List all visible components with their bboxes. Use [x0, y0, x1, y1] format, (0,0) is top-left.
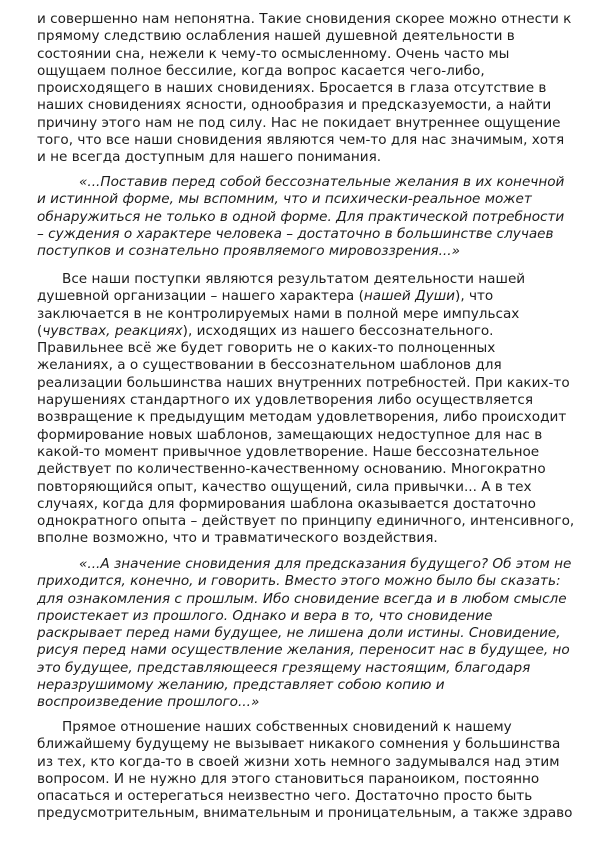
text-line: ощущаем полное бессилие, когда вопрос касается чего-либо,	[37, 62, 485, 79]
text-line: случаях, когда для формирования шаблона оказывается достаточно	[37, 495, 536, 512]
text-line: и не всегда доступным для нашего понимания.	[37, 149, 382, 166]
text-line: рисуя перед нами осуществление желания, переносит нас в будущее, но	[37, 642, 570, 659]
text-line: однократного опыта – действует по принципу единичного, интенсивного,	[37, 513, 575, 530]
text-line: опасаться и остерегаться неизвестно чего. Достаточно просто быть	[37, 788, 533, 805]
text-line: Прямое отношение наших собственных сновидений к нашему	[62, 719, 512, 735]
text-line: «...Поставив перед собой бессознательные желания в их конечной	[79, 174, 565, 190]
text-line: это будущее, представляющееся грезящему настоящим, благодаря	[37, 659, 531, 676]
text-line: возвращение к предыдущим методам удовлетворения, либо происходит	[37, 409, 567, 426]
italic-text: чувствах, реакциях	[42, 322, 183, 339]
text-line: того, что все наши сновидения являются чем-то для нас значимым, хотя	[37, 132, 565, 149]
text-line: нарушениях стандартного их удовлетворения либо осуществляется	[37, 392, 534, 409]
text-line: проистекает из прошлого. Однако и вера в то, что сновидение	[37, 607, 493, 624]
text-segment: ), что	[455, 288, 494, 305]
text-line: повторяющийся опыт, качество ощущений, сила привычки... А в тех	[37, 478, 532, 495]
text-line: неразрушимому желанию, представляет собою копию и	[37, 677, 445, 694]
text-line	[37, 323, 597, 340]
text-line: для ознакомления с прошлым. Ибо сновидение всегда и в любом смысле	[37, 590, 567, 607]
italic-text: нашей Души	[363, 288, 456, 305]
text-segment: (	[37, 322, 43, 339]
text-line: поступков и сознательно проявляемого мировоззрения...»	[37, 243, 460, 260]
text-line: ближайшему будущему не вызывает никакого сомнения у большинства	[37, 736, 561, 753]
text-line: воспроизведение прошлого...»	[37, 694, 260, 711]
text-line: вопросом. И не нужно для этого становиться параноиком, постоянно	[37, 770, 540, 787]
text-line: вполне возможно, что и травматического воздействия.	[37, 530, 438, 547]
text-line: причину этого нам не под силу. Нас не покидает внутреннее ощущение	[37, 114, 561, 131]
text-line: желаниях, а о существовании в бессознательном шаблонов для	[37, 357, 502, 374]
text-line: какой-то момент привычное удовлетворение. Наше бессознательное	[37, 443, 540, 460]
text-line: «...А значение сновидения для предсказания будущего? Об этом не	[79, 556, 572, 572]
text-line: действует по количественно-качественному основанию. Многократно	[37, 461, 546, 478]
text-line: Правильнее всё же будет говорить не о каких-то полноценных	[37, 340, 496, 357]
text-line: обнаружиться не только в одной форме. Для практической потребности	[37, 208, 565, 225]
text-line: – суждения о характере человека – достаточно в большинстве случаев	[37, 225, 554, 242]
quote-2	[37, 556, 597, 712]
quote-1	[37, 174, 597, 260]
paragraph-1	[37, 11, 597, 167]
text-segment: ), исходящих из нашего бессознательного.	[182, 322, 494, 339]
text-line: реализации большинства наших внутренних потребностей. При каких-то	[37, 374, 570, 391]
paragraph-2	[37, 271, 597, 548]
text-line	[37, 288, 597, 305]
text-line: заключается в не контролируемых нами в полной мере импульсах	[37, 305, 520, 322]
text-line: прямому следствию ослабления нашей душевной деятельности в	[37, 28, 515, 45]
text-line: приходится, конечно, и говорить. Вместо этого можно было бы сказать:	[37, 573, 561, 590]
text-line: наших сновидениях ясности, однообразия и предсказуемости, а найти	[37, 97, 552, 114]
text-line: состоянии сна, нежели к чему-то осмысленному. Очень часто мы	[37, 45, 510, 62]
text-segment: душевной организации – нашего характера (	[37, 288, 364, 305]
text-line: предусмотрительным, внимательным и проницательным, а также здраво	[37, 805, 573, 822]
text-line: и совершенно нам непонятна. Такие сновидения скорее можно отнести к	[37, 11, 572, 27]
text-line: раскрывает перед нами будущее, не лишена доли истины. Сновидение,	[37, 625, 561, 642]
paragraph-3	[37, 719, 597, 823]
text-line: Все наши поступки являются результатом деятельности нашей	[62, 271, 526, 287]
text-line: формирование новых шаблонов, замещающих недоступное для нас в	[37, 426, 543, 443]
text-line: происходящего в наших сновидениях. Бросается в глаза отсутствие в	[37, 80, 547, 97]
text-line: и истинной форме, мы вспомним, что и психически-реальное может	[37, 191, 532, 208]
text-line: из тех, кто когда-то в своей жизни хоть немного задумывался над этим	[37, 753, 560, 770]
